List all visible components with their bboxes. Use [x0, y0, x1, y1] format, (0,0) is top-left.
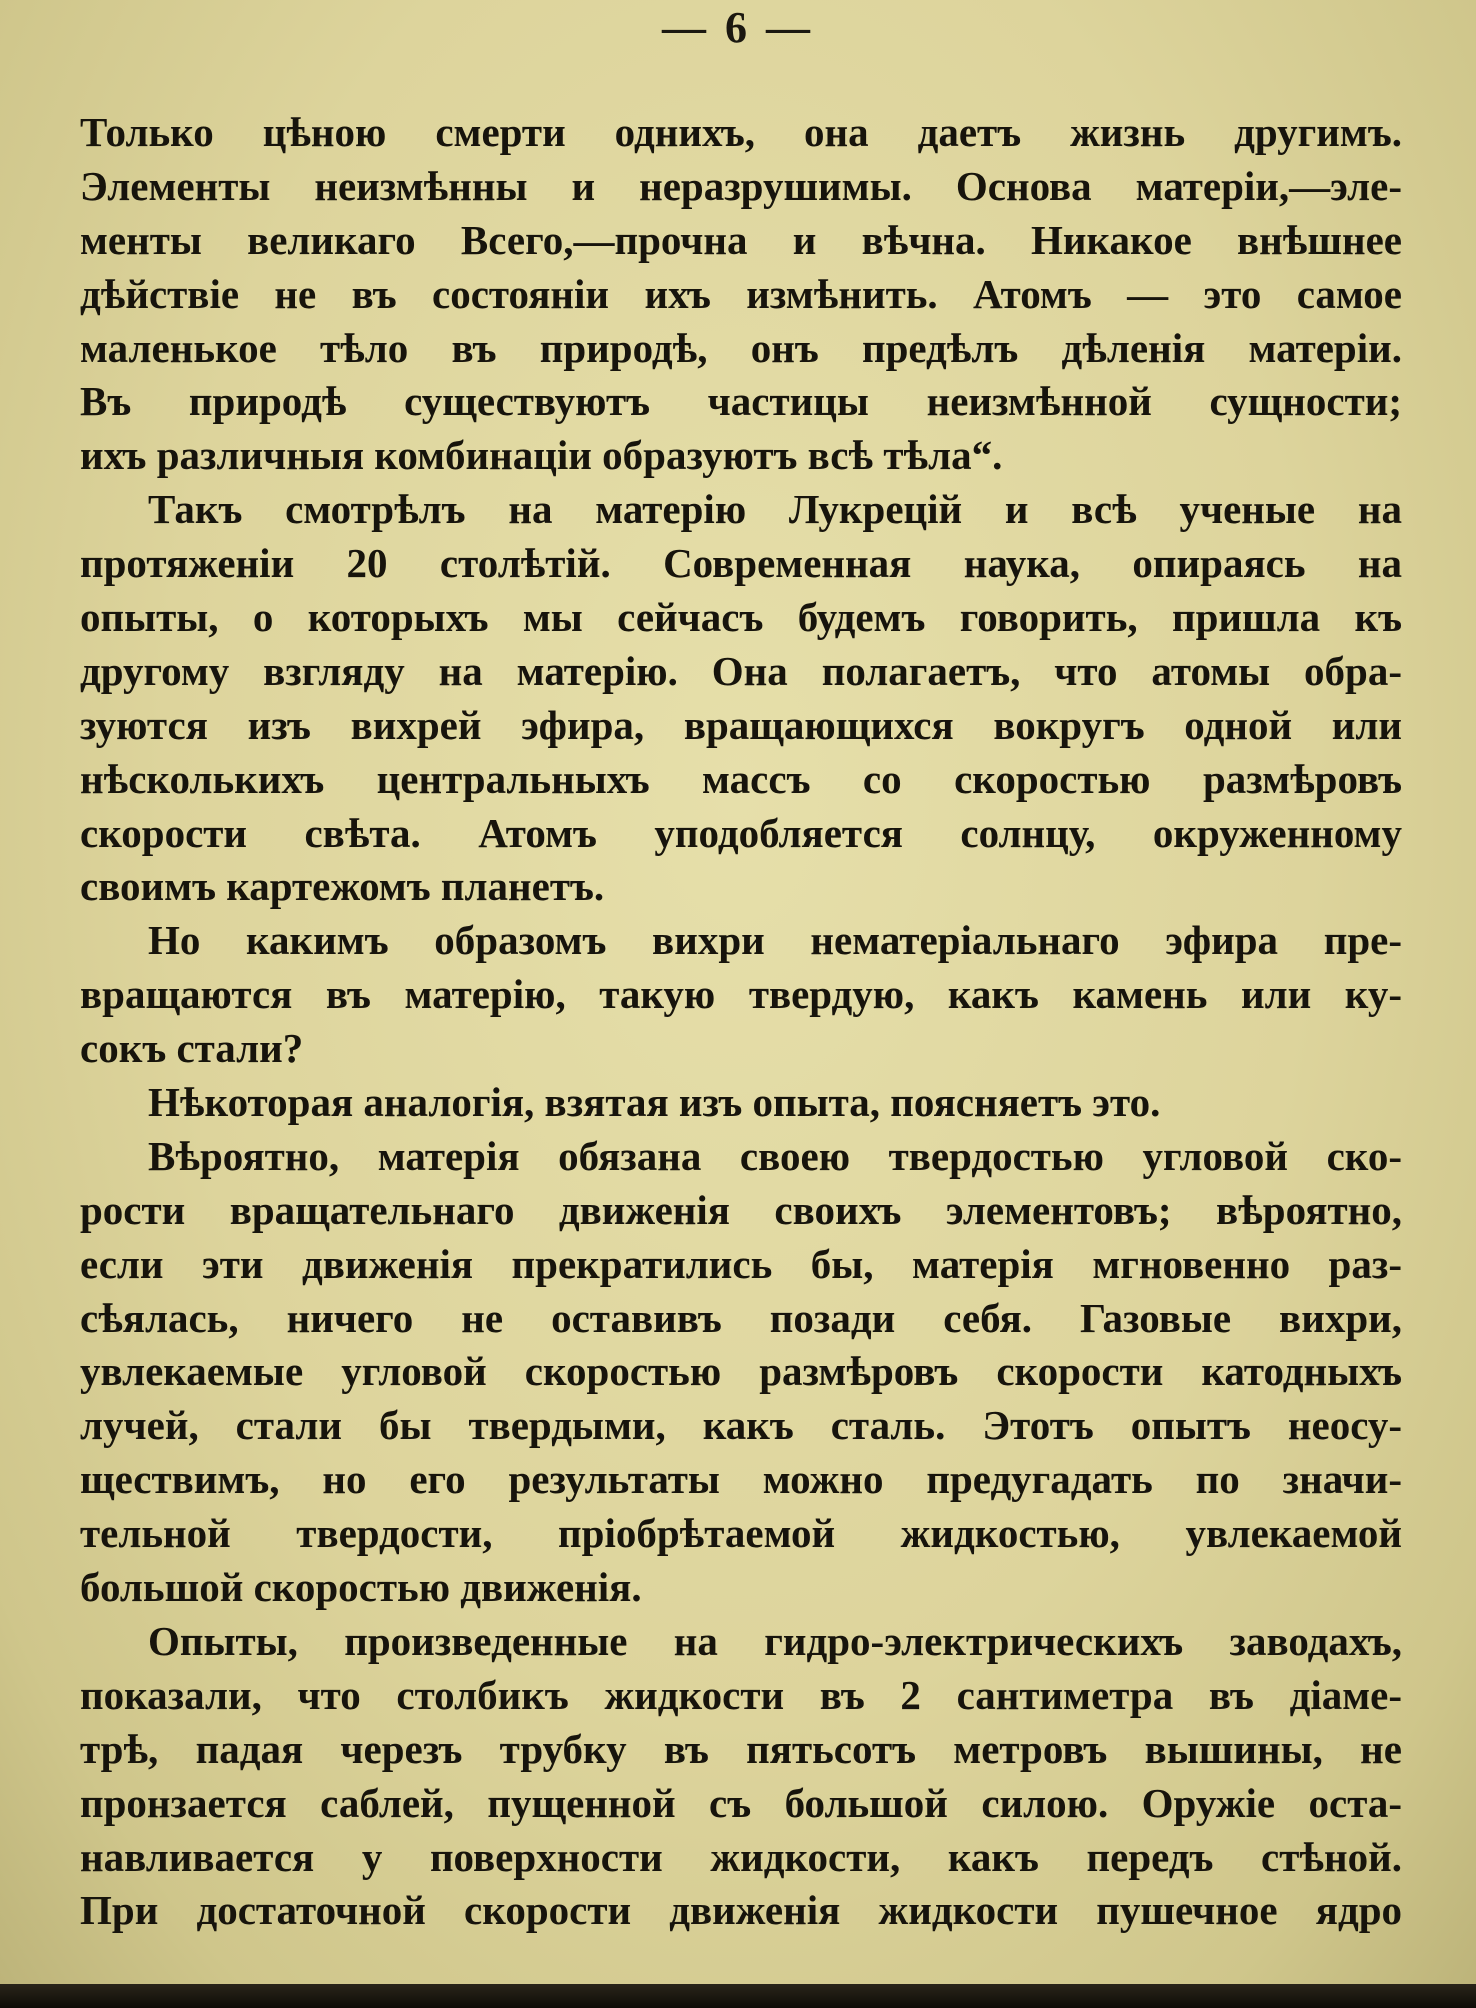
text-line: Нѣкоторая аналогія, взятая изъ опыта, поясняетъ это. — [148, 1079, 1161, 1126]
text-line: Въ природѣ существуютъ частицы неизмѣнной сущности; — [80, 378, 1402, 425]
text-line: лучей, стали бы твердыми, какъ сталь. Этотъ опытъ неосу- — [80, 1402, 1402, 1449]
text-line: показали, что столбикъ жидкости въ 2 сантиметра въ діаме- — [80, 1671, 1402, 1718]
text-line: если эти движенія прекратились бы, матерія мгновенно раз- — [80, 1240, 1402, 1287]
text-line: Элементы неизмѣнны и неразрушимы. Основа матеріи,—эле- — [80, 162, 1402, 209]
text-line: рости вращательнаго движенія своихъ элементовъ; вѣроятно, — [80, 1186, 1402, 1233]
text-line: сокъ стали? — [80, 1025, 304, 1072]
text-line: маленькое тѣло въ природѣ, онъ предѣлъ дѣленія матеріи. — [80, 324, 1402, 371]
text-line: зуются изъ вихрей эфира, вращающихся вокругъ одной или — [80, 701, 1402, 748]
text-line: вращаются въ матерію, такую твердую, какъ камень или ку- — [80, 971, 1402, 1018]
text-line: Вѣроятно, матерія обязана своею твердостью угловой ско- — [148, 1132, 1402, 1179]
body-text — [80, 106, 1402, 1938]
text-line: Но какимъ образомъ вихри нематеріальнаго эфира пре- — [148, 917, 1402, 964]
text-line: опыты, о которыхъ мы сейчасъ будемъ говорить, пришла къ — [80, 594, 1402, 641]
text-line: нѣсколькихъ центральныхъ массъ со скоростью размѣровъ — [80, 755, 1402, 802]
page-bottom-edge — [0, 1984, 1476, 2008]
text-line: Только цѣною смерти однихъ, она даетъ жизнь другимъ. — [80, 109, 1402, 155]
text-line: навливается у поверхности жидкости, какъ передъ стѣной. — [80, 1833, 1402, 1880]
text-line: дѣйствіе не въ состояніи ихъ измѣнить. Атомъ — это самое — [80, 270, 1402, 317]
text-line: сѣялась, ничего не оставивъ позади себя. Газовые вихри, — [80, 1294, 1402, 1341]
text-line: ществимъ, но его результаты можно предугадать по значи- — [80, 1456, 1402, 1503]
text-line: менты великаго Всего,—прочна и вѣчна. Никакое внѣшнее — [80, 216, 1402, 263]
text-line: скорости свѣта. Атомъ уподобляется солнцу, окруженному — [80, 809, 1402, 856]
text-line: увлекаемые угловой скоростью размѣровъ скорости катодныхъ — [80, 1348, 1402, 1395]
text-line: Такъ смотрѣлъ на матерію Лукрецій и всѣ ученые на — [148, 486, 1402, 533]
text-line: большой скоростью движенія. — [80, 1564, 642, 1611]
page-number: — 6 — — [662, 3, 814, 52]
text-line: Опыты, произведенные на гидро-электрическихъ заводахъ, — [148, 1617, 1402, 1664]
text-line: протяженіи 20 столѣтій. Современная наука, опираясь на — [80, 540, 1402, 587]
text-line: тельной твердости, пріобрѣтаемой жидкостью, увлекаемой — [80, 1510, 1402, 1557]
text-line: пронзается саблей, пущенной съ большой силою. Оружіе оста- — [80, 1779, 1402, 1826]
text-line: ихъ различныя комбинаціи образуютъ всѣ тѣла“. — [80, 432, 1003, 479]
text-line: трѣ, падая черезъ трубку въ пятьсотъ метровъ вышины, не — [80, 1725, 1402, 1772]
text-line: своимъ картежомъ планетъ. — [80, 863, 605, 910]
text-line: другому взгляду на матерію. Она полагаетъ, что атомы обра- — [80, 647, 1402, 694]
text-line: При достаточной скорости движенія жидкости пушечное ядро — [80, 1887, 1402, 1934]
